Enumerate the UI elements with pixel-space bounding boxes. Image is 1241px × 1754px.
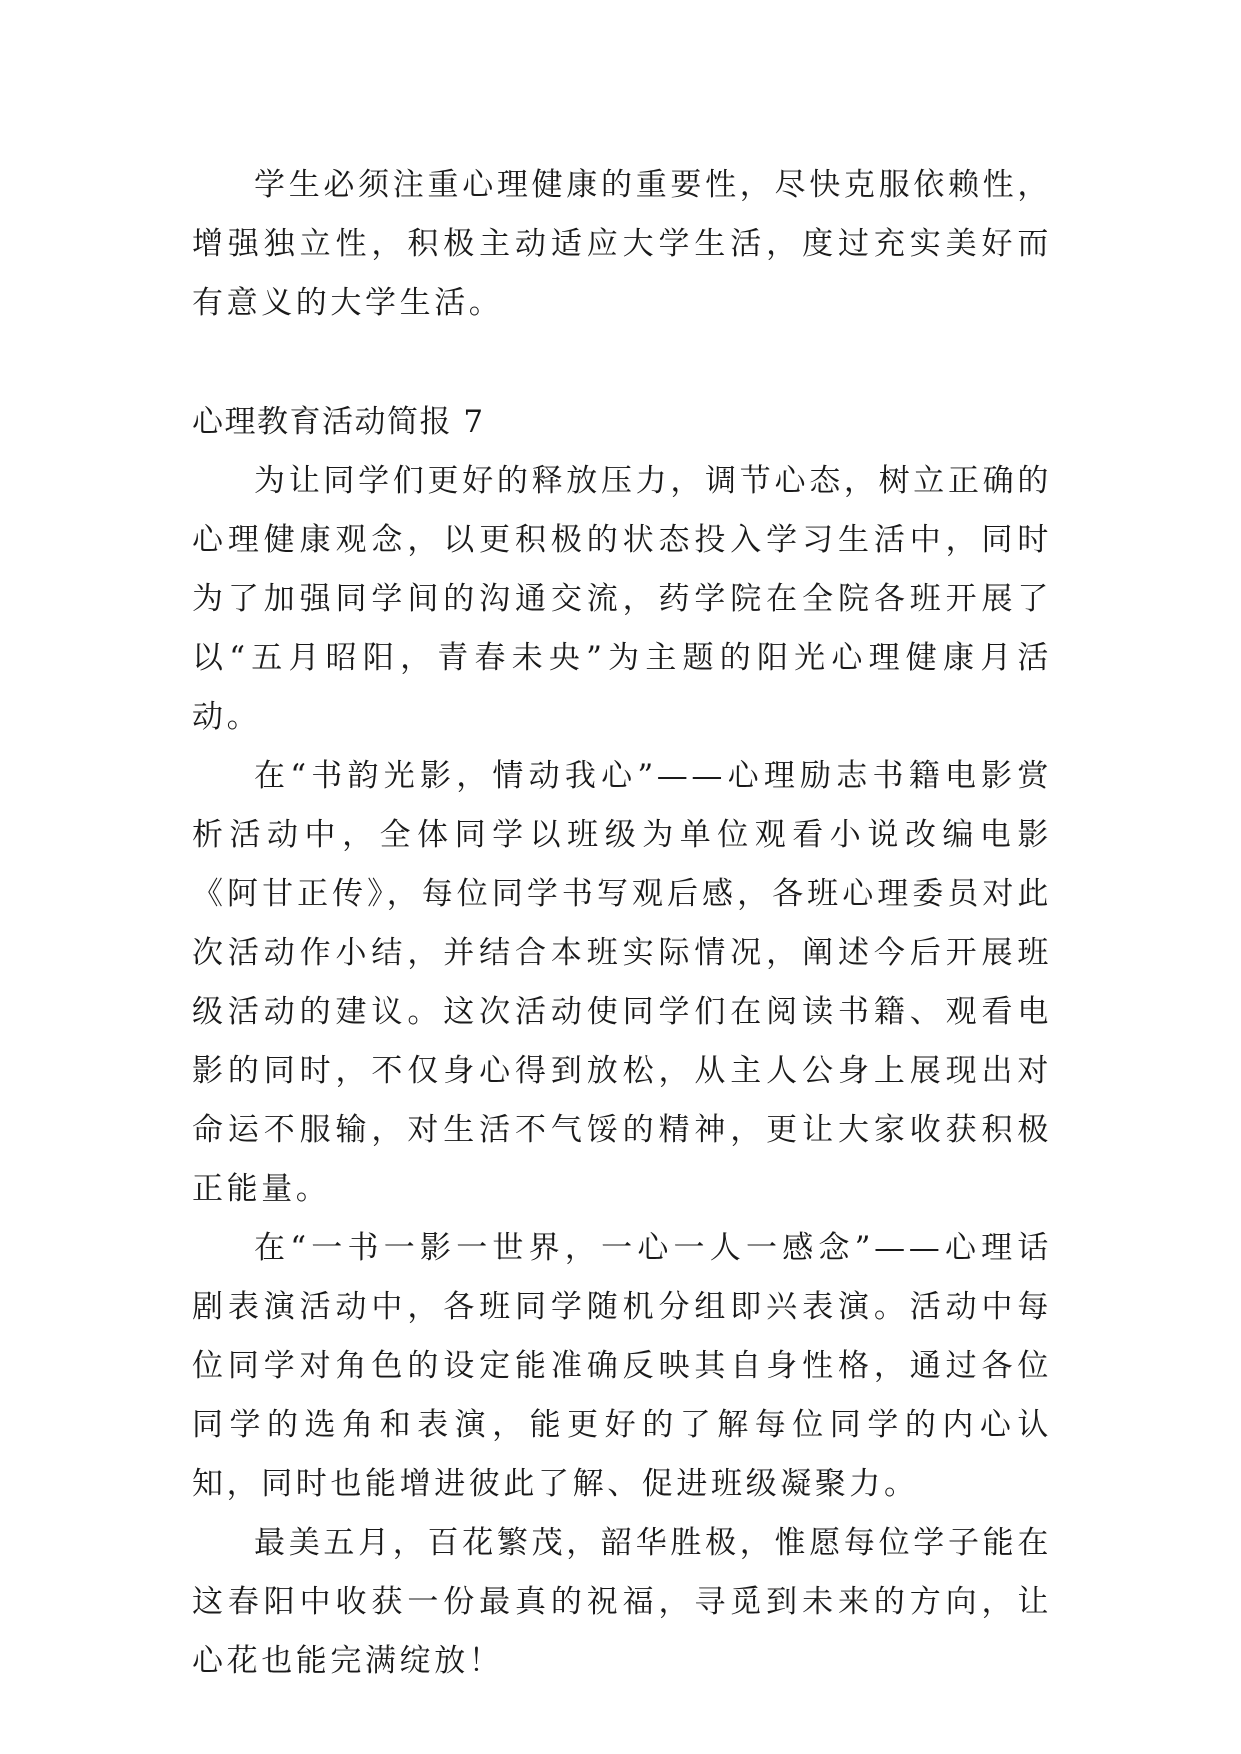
section-title: 心理教育活动简报 7 bbox=[192, 404, 485, 440]
intro-section bbox=[192, 156, 1052, 333]
paragraph-1: 为让同学们更好的释放压力，调节心态，树立正确的心理健康观念，以更积极的状态投入学习生活中，同时为了加强同学间的沟通交流，药学院在全院各班开展了以“五月昭阳，青春未央”为主题的阳光心理健康月活动。 bbox=[192, 463, 1052, 735]
intro-paragraph: 学生必须注重心理健康的重要性，尽快克服依赖性，增强独立性，积极主动适应大学生活，度过充实美好而有意义的大学生活。 bbox=[192, 167, 1052, 321]
paragraph-2: 在“书韵光影，情动我心”——心理励志书籍电影赏析活动中，全体同学以班级为单位观看小说改编电影《阿甘正传》，每位同学书写观后感，各班心理委员对此次活动作小结，并结合本班实际情况，阐述今后开展班级活动的建议。这次活动使同学们在阅读书籍、观看电影的同时，不仅身心得到放松，从主人公身上展现出对命运不服输，对生活不气馁的精神，更让大家收获积极正能量。 bbox=[192, 758, 1052, 1207]
paragraph-3: 在“一书一影一世界，一心一人一感念”——心理话剧表演活动中，各班同学随机分组即兴表演。活动中每位同学对角色的设定能准确反映其自身性格，通过各位同学的选角和表演，能更好的了解每位同学的内心认知，同时也能增进彼此了解、促进班级凝聚力。 bbox=[192, 1230, 1052, 1502]
body-section bbox=[192, 452, 1052, 1691]
paragraph-4: 最美五月，百花繁茂，韶华胜极，惟愿每位学子能在这春阳中收获一份最真的祝福，寻觅到未来的方向，让心花也能完满绽放！ bbox=[192, 1525, 1052, 1679]
